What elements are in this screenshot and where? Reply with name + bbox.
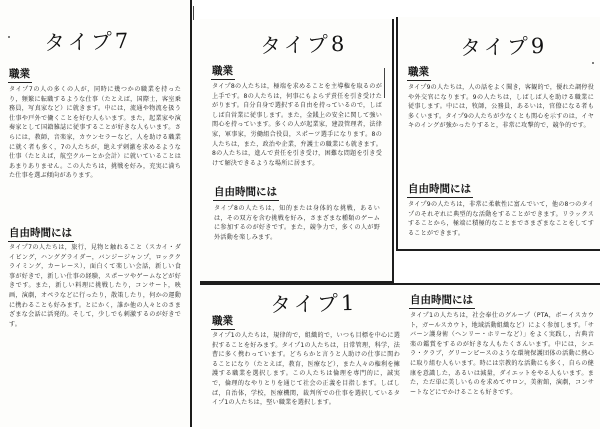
type1-free-heading: 自由時間には — [410, 294, 473, 306]
type9-title: タイプ9 — [459, 33, 548, 61]
type7-title: タイプ7 — [43, 28, 132, 56]
type8-title: タイプ8 — [259, 31, 348, 59]
type1-free-text: タイプ1の人たちは，社会奉仕のグループ（PTA，ボーイスカウト，ガールスカウト，地域活動組織など）によく参加します。「サバーン護身術（ヘンリー・ホリーなど）」をよく実践し，古典音楽の鑑賞をするのが好きな人もたくさんいます。中には，シエラ・クラブ，グリーンピースのような環境保護団体の活動に熱心に取り組む人もいます。時には宗教的な活動にも多く，自らの健康を意識した，あるいは減量，ダイエットをやる人もいます。また，ただ単に美しいものを求めてサロン，美術館，演劇，コンサートなどにでかけることも好きです。 — [410, 312, 594, 396]
scan-edge-mark — [384, 68, 385, 98]
panel-type1 — [200, 283, 600, 429]
type9-free-text: タイプ9の人たちは，非常に柔軟性に富んでいて，他の8つのタイプのそれぞれに典型的な活動をすることができます。リラックスすることから，極端に積極的なことまでさまざまなことをしてすることができます。 — [408, 201, 594, 237]
type8-free-text: タイプ8の人たちは，知的または身体的な挑戦，あるいは，その双方を含む挑戦を好み，さまざまな種類のゲームに参加するのが好きです。また，競争力で，多くの人が野外活動を楽しみます。 — [214, 205, 380, 241]
type8-free-heading: 自由時間には — [214, 186, 277, 198]
type7-job-text: タイプ7の人の多くの人が，同時に幾つかの職業を持ったり，頻繁に転職するような仕事（たとえば，国際士，客室乗務員，写真家など）に就きます。中には，流通や物流を扱う仕事や戸外で働くことを好む人もいます。また，起業家や演奏家として国籍雑誌に従事することが好きな人もいます。さらには，教師，音楽家，カウンセラーなど，人を助ける職業に就く者も多く，7の人たちが，絶えず刺激を求めるような仕事（たとえば，航空クルーとか会計）に就いていることはあまりありません。この人たちは，挑戦を好み，充実に満ちた仕事を選ぶ傾向があります。 — [9, 86, 181, 180]
type8-job-heading: 職業 — [212, 65, 233, 77]
panel-type7 — [0, 0, 192, 427]
scan-edge-mark — [193, 6, 194, 20]
type9-job-text: タイプ9の人たちは，人の話をよく聞き，客観的で，優れた調停役や外交官になります。9の人たちは，しばしば人を助ける職業に従事します。中には，牧師，公務員，あるいは，官僚になる者も多くいます。タイプ9の人たちが少なくとも関心を示すのは，イヤキのイングが強かったりすると，非常に攻撃的で，競争的です。 — [408, 84, 594, 130]
type7-job-heading: 職業 — [9, 68, 30, 80]
type1-job-text: タイプ1の人たちは，規律的で，組織的で，いつも目標を中心に選択することを好みます。タイプ1の人たちは，日常管理，科学，法曹に多く携わっています。どちらかと言うと人助けの仕事に関わることになり（たとえば，教育，医療など），また人々の権利を擁護する職業を選択します。この人たちは倫理を専門的に，誠実で，倫理的なやりとりを通じて社会の正義を目指します。しばしば，自治体，学校，医療機関，裁判所での仕事を選択しているタイプ1の人たちは，堅い職業を選択します。 — [212, 332, 400, 407]
panel-type8 — [200, 19, 394, 283]
type8-job-text: タイプ8の人たちは，極端を求めることを主導権を取るのが上手です。8の人たちは，何事にもよらず責任を引き受けたがります。自分自身で選択する自由を持っているので，しばしば自営業に従事します。また，金銭上の安全に関して強い関心を持っています。多くの人が起業家，建設管理者，法律家，軍事家，労働組合役員，スポーツ選手になります。8の人たちは，また，政治や企業，弁護士の職業にも就きます。8の人たちは，進んで責任を引き受け，困難な問題を引き受けて解決できるような場所に居ます。 — [212, 83, 382, 167]
type1-job-heading: 職業 — [212, 315, 233, 327]
type9-job-heading: 職業 — [408, 66, 429, 78]
type7-free-text: タイプ7の人たちは，旅行，見物と触れること（スカイ・ダイビング，ハンググライダー，バンジージャンプ，ロッククライミング，カーレース），面白くて楽しい会話，新しい食事が好きで，新しい仕事の経験，スポーツやゲームなどが好きです。また，新しい料理に挑戦したり，コンサート，映画，演劇，オペラなどに行ったり，散策したり，何かの運動に携わることも好みます。とにかく，誰か他の人々とのさまざまな会話に活発的。そして，少しでも刺激するのが好きです。 — [9, 244, 181, 328]
type1-title: タイプ1 — [269, 290, 358, 318]
panel-type9 — [396, 17, 600, 251]
scan-speck — [8, 36, 10, 38]
type9-free-heading: 自由時間には — [408, 183, 471, 195]
type7-free-heading: 自由時間には — [9, 227, 72, 239]
scan-speck — [592, 62, 594, 64]
